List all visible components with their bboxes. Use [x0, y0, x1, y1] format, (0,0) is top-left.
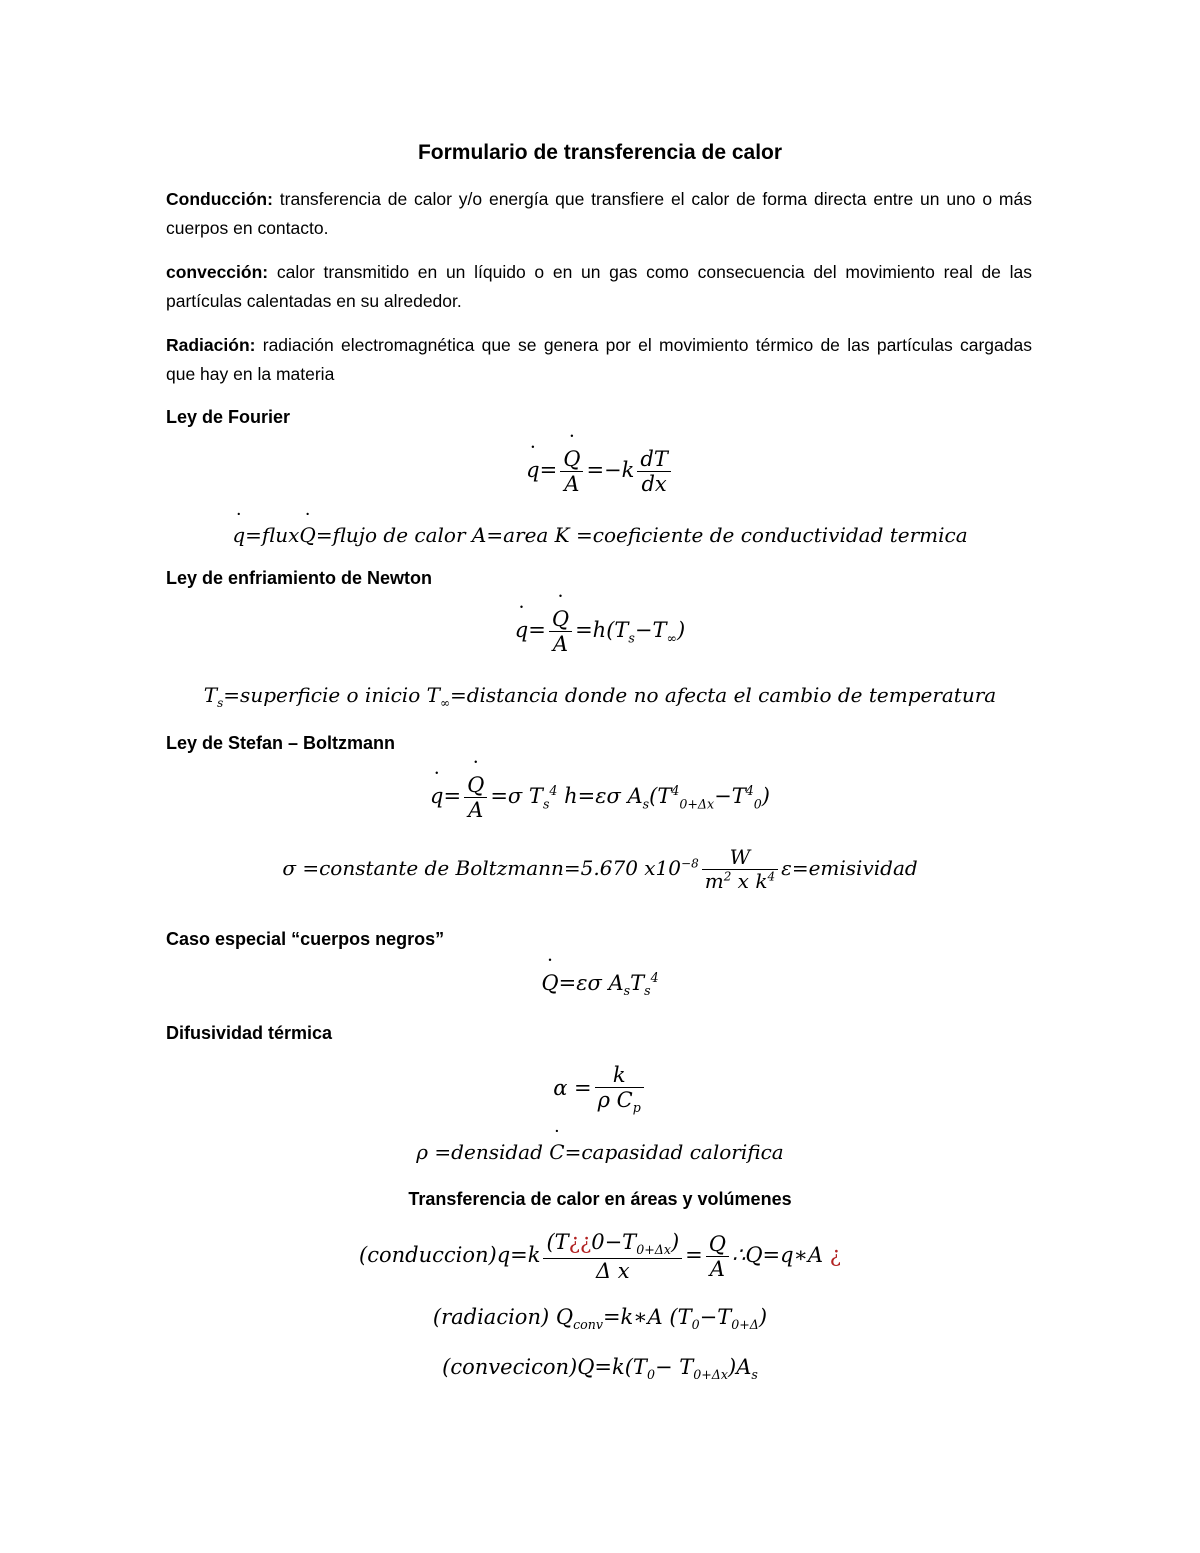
equation-label: (conduccion)	[359, 1242, 497, 1267]
heading-diffusivity: Difusividad térmica	[166, 1023, 333, 1043]
equation-convection: $(convecicon)Q=k(T_0- T_{0+\Delta x})A_s$	[442, 1355, 758, 1383]
heading-stefan-boltzmann: Ley de Stefan – Boltzmann	[166, 733, 396, 753]
equation-fourier: ˙ q= ˙ $\frac{Q}{A}$ =−k $\frac{dT}{dx}$	[0, 447, 1200, 496]
heading-black-body: Caso especial “cuerpos negros”	[166, 929, 445, 949]
equation-label: (convecicon)	[442, 1355, 578, 1379]
legend-part: =capasidad calorifica	[564, 1140, 784, 1164]
legend-part: =emisividad	[791, 856, 918, 880]
definition-text: calor transmitido en un líquido o en un gas como consecuencia del movimiento real de las partículas calentadas en su alrededor.	[166, 262, 1032, 311]
equation-newton: ˙ q= ˙ $\frac{Q}{A}$ $=h(T_s-T_\infty)$	[0, 607, 1200, 656]
legend-part: =flujo de calor A=area K =coeficiente de conductividad termica	[315, 523, 968, 547]
legend-part: =densidad	[434, 1140, 543, 1164]
legend-part: =flux	[245, 523, 300, 547]
subscript-conv: conv	[573, 1317, 603, 1333]
definition-text: transferencia de calor y/o energía que transfiere el calor de forma directa entre un uno o más cuerpos en contacto.	[166, 189, 1032, 238]
definition-term: convección:	[166, 262, 269, 282]
equation-label: (radiacion)	[432, 1305, 550, 1329]
definition-convection	[166, 258, 1032, 316]
equation-diffusivity: α = $\frac{k}{\rho C_p}$	[0, 1063, 1200, 1116]
equation-stefan-boltzmann: ˙ q= ˙ $\frac{Q}{A}$ =σ $T_s^4$ h=εσ $A_s(T^4_{0+\Delta x}-T^4_0)$	[0, 773, 1200, 822]
heading-fourier: Ley de Fourier	[166, 407, 291, 427]
heading-areas-volumes: Transferencia de calor en áreas y volúmenes	[408, 1189, 792, 1209]
equation-conduction: (conduccion)q=k $\frac{(T¿¿0-T_{0+\Delta x})}{\text{Δ x}}$ = $\frac{Q}{A}$ ∴Q=q∗A ¿	[359, 1230, 841, 1283]
legend-fourier: ˙ q=flux˙ Q=flujo de calor A=area K =coeficiente de conductividad termica	[0, 523, 1200, 547]
definition-term: Conducción:	[166, 189, 273, 209]
page-title: Formulario de transferencia de calor	[417, 141, 783, 164]
definition-text: radiación electromagnética que se genera por el movimiento térmico de las partículas cargadas que hay en la materia	[166, 335, 1032, 384]
legend-stefan-boltzmann: σ =constante de Boltzmann=5.670 $x10^{-8}$ $\frac{W}{m^2 x k^4}$ ε=emisividad	[282, 845, 918, 893]
equation-black-body: ˙ Q=εσ $A_sT_s^4$	[0, 970, 1200, 998]
legend-diffusivity: ρ =densidad ˙ C=capasidad calorifica	[0, 1140, 1200, 1164]
definition-radiation	[166, 331, 1032, 389]
heading-newton: Ley de enfriamiento de Newton	[166, 568, 433, 588]
legend-part: =superficie o inicio	[223, 683, 421, 707]
legend-part: =constante de Boltzmann=5.670	[302, 856, 638, 880]
legend-newton: $T_s=superficie$ o inicio $T_\infty=distancia$ donde no afecta el cambio de temperatura	[203, 683, 997, 710]
definition-conduction	[166, 185, 1032, 243]
equation-radiation: (radiacion) $Q_{conv}=k∗A$ $(T_0-T_{0+\Delta})$	[432, 1305, 768, 1333]
legend-part: =distancia donde no afecta el cambio de temperatura	[449, 683, 997, 707]
definition-term: Radiación:	[166, 335, 256, 355]
